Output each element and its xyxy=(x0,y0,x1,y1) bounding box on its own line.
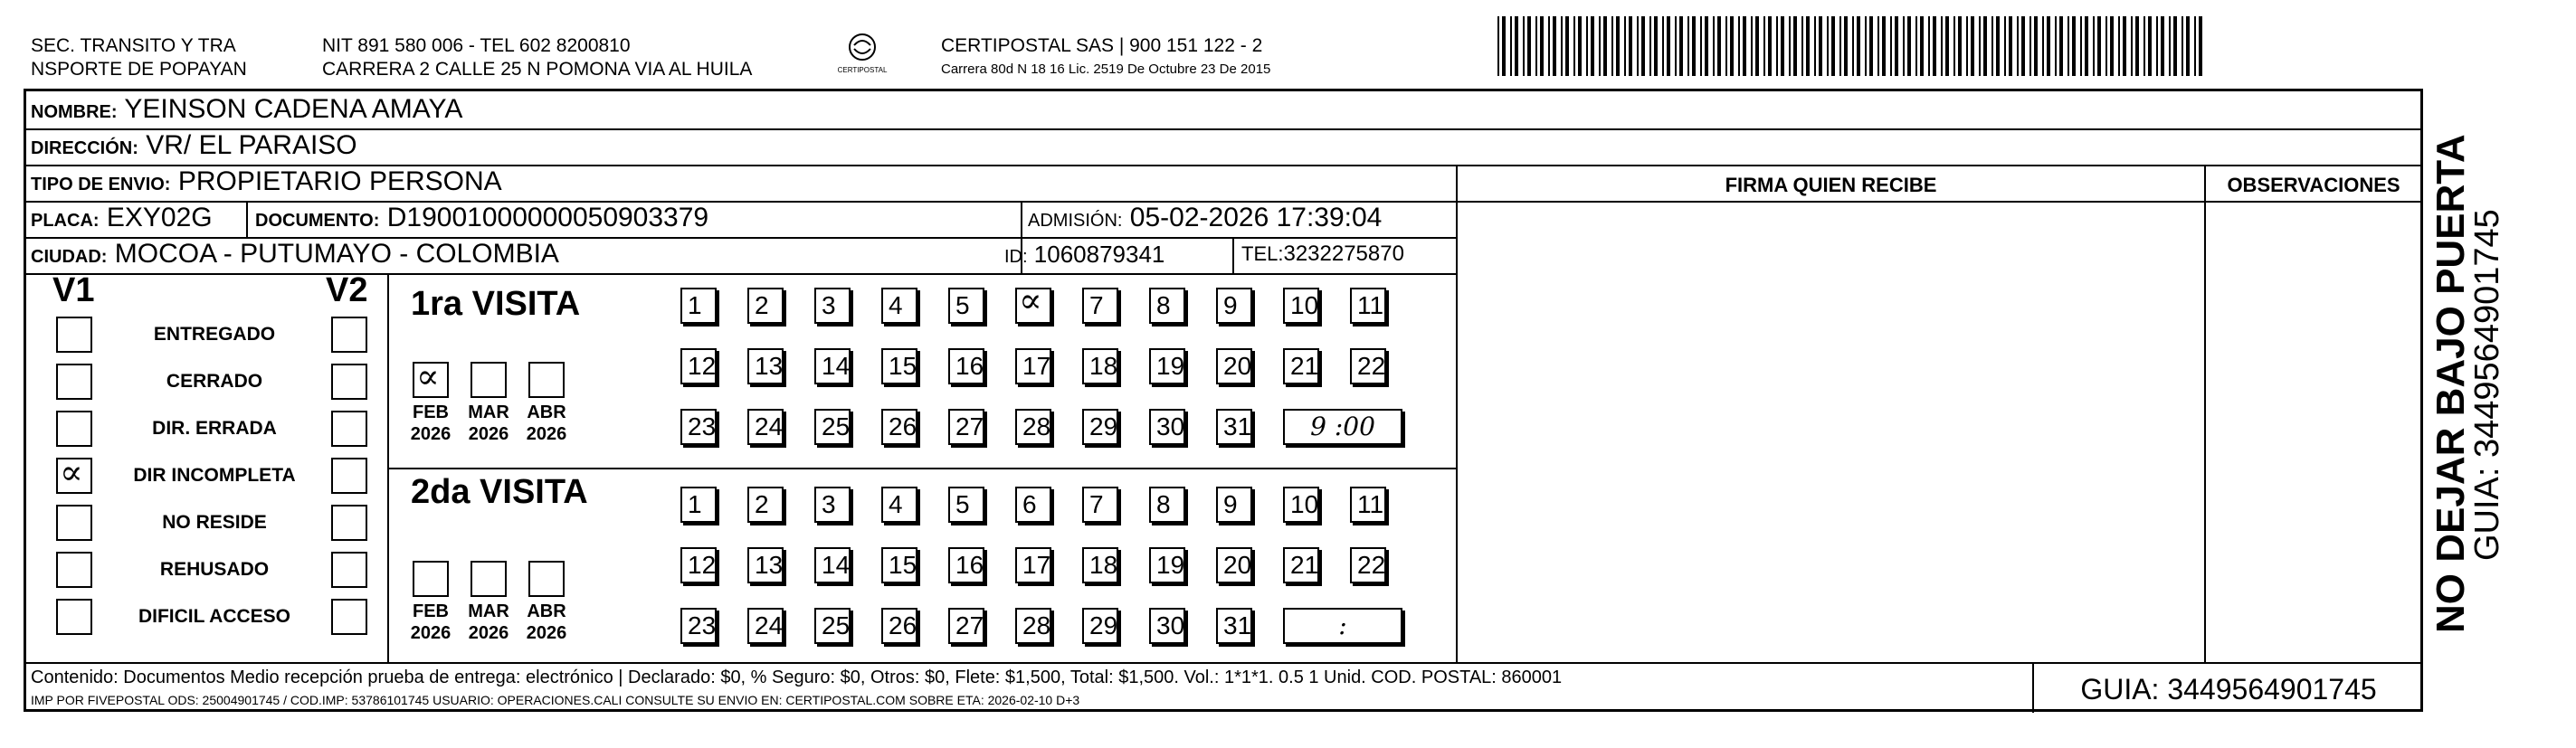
day-box[interactable]: 30 xyxy=(1149,409,1185,445)
footer-divider xyxy=(2032,662,2034,713)
tel-field: TEL:3232275870 xyxy=(1241,241,1404,266)
documento-field: DOCUMENTO: D19001000000050903379 xyxy=(255,203,709,232)
firma-divider xyxy=(1456,165,1458,662)
month-year: 2026 xyxy=(526,424,567,444)
day-box[interactable]: 29 xyxy=(1082,409,1118,445)
id-value: 1060879341 xyxy=(1033,241,1165,268)
month-name: MAR xyxy=(468,601,509,621)
day-box[interactable]: 24 xyxy=(747,409,784,445)
month-label xyxy=(461,402,516,445)
day-box[interactable]: 15 xyxy=(881,547,917,583)
guia-footer: GUIA: 3449564901745 xyxy=(2080,673,2377,705)
day-box[interactable]: 10 xyxy=(1283,487,1319,523)
org-line-1: SEC. TRANSITO Y TRA xyxy=(31,35,236,56)
day-box[interactable]: 1 xyxy=(680,487,717,523)
nombre-value: YEINSON CADENA AMAYA xyxy=(124,94,463,124)
day-box[interactable]: 27 xyxy=(948,409,984,445)
tipo-envio-field: TIPO DE ENVIO: PROPIETARIO PERSONA xyxy=(31,166,502,196)
imp-line: IMP POR FIVEPOSTAL ODS: 25004901745 / COD.IMP: 53786101745 USUARIO: OPERACIONES.CALI CONSULTE SU ENVIO EN: CERTIPOSTAL.COM SOBRE ETA: 2026-02-10 D+3 xyxy=(31,693,1080,707)
svg-text:CERTIPOSTAL: CERTIPOSTAL xyxy=(837,66,888,74)
day-box[interactable]: 1 xyxy=(680,288,717,324)
v2-checkbox[interactable] xyxy=(331,458,367,494)
certipostal-logo-icon xyxy=(831,31,894,76)
day-box[interactable]: 22 xyxy=(1350,348,1386,384)
placa-field: PLACA: EXY02G xyxy=(31,203,213,232)
day-box[interactable]: 16 xyxy=(948,348,984,384)
v1-header: V1 xyxy=(52,271,95,309)
month-checkbox[interactable] xyxy=(413,356,449,398)
day-box[interactable]: 14 xyxy=(814,348,851,384)
row-divider xyxy=(24,662,2422,664)
day-box[interactable]: 21 xyxy=(1283,547,1319,583)
no-dejar-bajo-puerta: NO DEJAR BAJO PUERTA xyxy=(2429,134,2473,633)
day-box[interactable]: 10 xyxy=(1283,288,1319,324)
day-box[interactable]: 20 xyxy=(1216,547,1252,583)
day-box[interactable]: 16 xyxy=(948,547,984,583)
check-mark-icon: ∝ xyxy=(60,452,83,492)
direccion-field: DIRECCIÓN: VR/ EL PARAISO xyxy=(31,130,357,160)
day-box[interactable]: 28 xyxy=(1015,409,1051,445)
day-box[interactable]: 23 xyxy=(680,608,717,644)
guia-side: GUIA: 3449564901745 xyxy=(2468,209,2506,561)
day-box[interactable] xyxy=(1015,280,1051,324)
check-mark-icon: ∝ xyxy=(416,356,440,396)
month-checkbox[interactable] xyxy=(528,561,565,597)
v2-checkbox[interactable] xyxy=(331,599,367,635)
day-box[interactable]: 19 xyxy=(1149,547,1185,583)
day-box[interactable]: 11 xyxy=(1350,288,1386,324)
month-year: 2026 xyxy=(410,424,452,444)
day-box[interactable]: 15 xyxy=(881,348,917,384)
visit-divider xyxy=(387,468,1456,469)
month-checkbox[interactable] xyxy=(413,561,449,597)
month-year: 2026 xyxy=(526,623,567,643)
documento-value: D19001000000050903379 xyxy=(386,203,709,232)
day-box[interactable]: 4 xyxy=(881,288,917,324)
day-box[interactable]: 31 xyxy=(1216,608,1252,644)
month-year: 2026 xyxy=(468,623,509,643)
month-name: FEB xyxy=(413,601,449,621)
day-box[interactable]: 29 xyxy=(1082,608,1118,644)
v1-checkbox[interactable] xyxy=(56,317,92,353)
day-box[interactable]: 3 xyxy=(814,288,851,324)
license-line: Carrera 80d N 18 16 Lic. 2519 De Octubre 23 De 2015 xyxy=(941,62,1271,77)
month-label xyxy=(519,402,574,445)
admision-field: ADMISIÓN: 05-02-2026 17:39:04 xyxy=(1028,203,1383,232)
status-label: DIFICIL ACCESO xyxy=(138,606,290,627)
status-label: CERRADO xyxy=(166,371,263,392)
v2-header: V2 xyxy=(326,271,368,309)
day-box[interactable]: 5 xyxy=(948,487,984,523)
month-label xyxy=(404,601,458,644)
day-box[interactable]: 8 xyxy=(1149,288,1185,324)
check-mark-icon: ∝ xyxy=(1019,280,1042,320)
status-label: DIR INCOMPLETA xyxy=(133,465,296,486)
day-box[interactable]: 4 xyxy=(881,487,917,523)
day-box[interactable]: 12 xyxy=(680,547,717,583)
day-box[interactable]: 3 xyxy=(814,487,851,523)
placa-divider xyxy=(246,201,248,237)
org-name xyxy=(31,34,247,81)
day-box[interactable]: 27 xyxy=(948,608,984,644)
day-box[interactable]: 8 xyxy=(1149,487,1185,523)
status-label: NO RESIDE xyxy=(162,512,267,533)
day-box[interactable]: 7 xyxy=(1082,288,1118,324)
nit-line: NIT 891 580 006 - TEL 602 8200810 xyxy=(322,35,631,56)
company-line: CERTIPOSTAL SAS | 900 151 122 - 2 xyxy=(941,35,1263,56)
day-box[interactable]: 31 xyxy=(1216,409,1252,445)
day-box[interactable]: 7 xyxy=(1082,487,1118,523)
day-box[interactable]: 14 xyxy=(814,547,851,583)
day-box[interactable]: 25 xyxy=(814,608,851,644)
status-divider xyxy=(387,273,389,662)
month-name: ABR xyxy=(527,601,566,621)
obs-divider xyxy=(2204,165,2206,662)
month-name: MAR xyxy=(468,402,509,422)
day-box[interactable]: 2 xyxy=(747,288,784,324)
org-contact xyxy=(322,34,752,81)
contenido-line: Contenido: Documentos Medio recepción prueba de entrega: electrónico | Declarado: $0, % Seguro: $0, Otros: $0, Flete: $1,500, Total: $1,500. Vol.: 1*1*1. 0.5 1 Unid. COD. POSTAL: 860001 xyxy=(31,668,1563,687)
day-box[interactable]: 19 xyxy=(1149,348,1185,384)
day-box[interactable]: 5 xyxy=(948,288,984,324)
month-checkbox[interactable] xyxy=(528,362,565,398)
day-box[interactable]: 18 xyxy=(1082,348,1118,384)
day-box[interactable]: 17 xyxy=(1015,348,1051,384)
time-box[interactable]: : xyxy=(1283,608,1402,644)
v1-checkbox[interactable] xyxy=(56,552,92,588)
day-box[interactable]: 11 xyxy=(1350,487,1386,523)
day-box[interactable]: 26 xyxy=(881,409,917,445)
month-checkbox[interactable] xyxy=(471,561,507,597)
tel-value: 3232275870 xyxy=(1283,241,1404,266)
day-box[interactable]: 9 xyxy=(1216,487,1252,523)
day-box[interactable]: 28 xyxy=(1015,608,1051,644)
v1-checkbox[interactable] xyxy=(56,452,92,494)
v1-checkbox[interactable] xyxy=(56,411,92,447)
v1-checkbox[interactable] xyxy=(56,364,92,400)
day-box[interactable]: 17 xyxy=(1015,547,1051,583)
day-box[interactable]: 24 xyxy=(747,608,784,644)
nombre-field: NOMBRE: YEINSON CADENA AMAYA xyxy=(31,94,463,124)
month-label xyxy=(404,402,458,445)
org-line-2: NSPORTE DE POPAYAN xyxy=(31,59,247,80)
day-box[interactable]: 30 xyxy=(1149,608,1185,644)
company-info xyxy=(941,34,1270,81)
day-box[interactable]: 2 xyxy=(747,487,784,523)
firma-header: FIRMA QUIEN RECIBE xyxy=(1725,174,1937,196)
barcode xyxy=(1497,16,2203,76)
status-label: DIR. ERRADA xyxy=(152,418,277,439)
status-label: REHUSADO xyxy=(159,559,270,580)
v2-checkbox[interactable] xyxy=(331,317,367,353)
v1-checkbox[interactable] xyxy=(56,599,92,635)
observaciones-header: OBSERVACIONES xyxy=(2227,174,2400,196)
day-box[interactable]: 21 xyxy=(1283,348,1319,384)
month-year: 2026 xyxy=(410,623,452,643)
month-name: FEB xyxy=(413,402,449,422)
ciudad-value: MOCOA - PUTUMAYO - COLOMBIA xyxy=(114,239,559,269)
month-name: ABR xyxy=(527,402,566,422)
month-label xyxy=(461,601,516,644)
v2-checkbox[interactable] xyxy=(331,552,367,588)
id-field: ID: 1060879341 xyxy=(1004,241,1165,268)
day-box[interactable]: 18 xyxy=(1082,547,1118,583)
row-divider xyxy=(24,128,2422,130)
v1-checkbox[interactable] xyxy=(56,505,92,541)
day-box[interactable]: 20 xyxy=(1216,348,1252,384)
day-box[interactable]: 12 xyxy=(680,348,717,384)
day-box[interactable]: 26 xyxy=(881,608,917,644)
admision-value: 05-02-2026 17:39:04 xyxy=(1129,203,1383,232)
placa-value: EXY02G xyxy=(106,203,213,232)
month-year: 2026 xyxy=(468,424,509,444)
second-visit-title: 2da VISITA xyxy=(411,473,588,511)
day-box[interactable]: 13 xyxy=(747,547,784,583)
month-checkbox[interactable] xyxy=(471,362,507,398)
day-box[interactable]: 9 xyxy=(1216,288,1252,324)
direccion-value: VR/ EL PARAISO xyxy=(146,130,357,160)
day-box[interactable]: 25 xyxy=(814,409,851,445)
day-box[interactable]: 6 xyxy=(1015,487,1051,523)
day-box[interactable]: 13 xyxy=(747,348,784,384)
v2-checkbox[interactable] xyxy=(331,364,367,400)
row-divider xyxy=(24,273,1456,275)
month-label xyxy=(519,601,574,644)
first-visit-title: 1ra VISITA xyxy=(411,285,581,323)
address-line: CARRERA 2 CALLE 25 N POMONA VIA AL HUILA xyxy=(322,59,753,80)
time-box[interactable]: 9 :00 xyxy=(1283,409,1402,445)
tipo-envio-value: PROPIETARIO PERSONA xyxy=(177,166,502,196)
v2-checkbox[interactable] xyxy=(331,411,367,447)
v2-checkbox[interactable] xyxy=(331,505,367,541)
tel-divider xyxy=(1232,237,1234,273)
day-box[interactable]: 22 xyxy=(1350,547,1386,583)
status-label: ENTREGADO xyxy=(153,324,276,345)
ciudad-field: CIUDAD: MOCOA - PUTUMAYO - COLOMBIA xyxy=(31,239,559,269)
day-box[interactable]: 23 xyxy=(680,409,717,445)
